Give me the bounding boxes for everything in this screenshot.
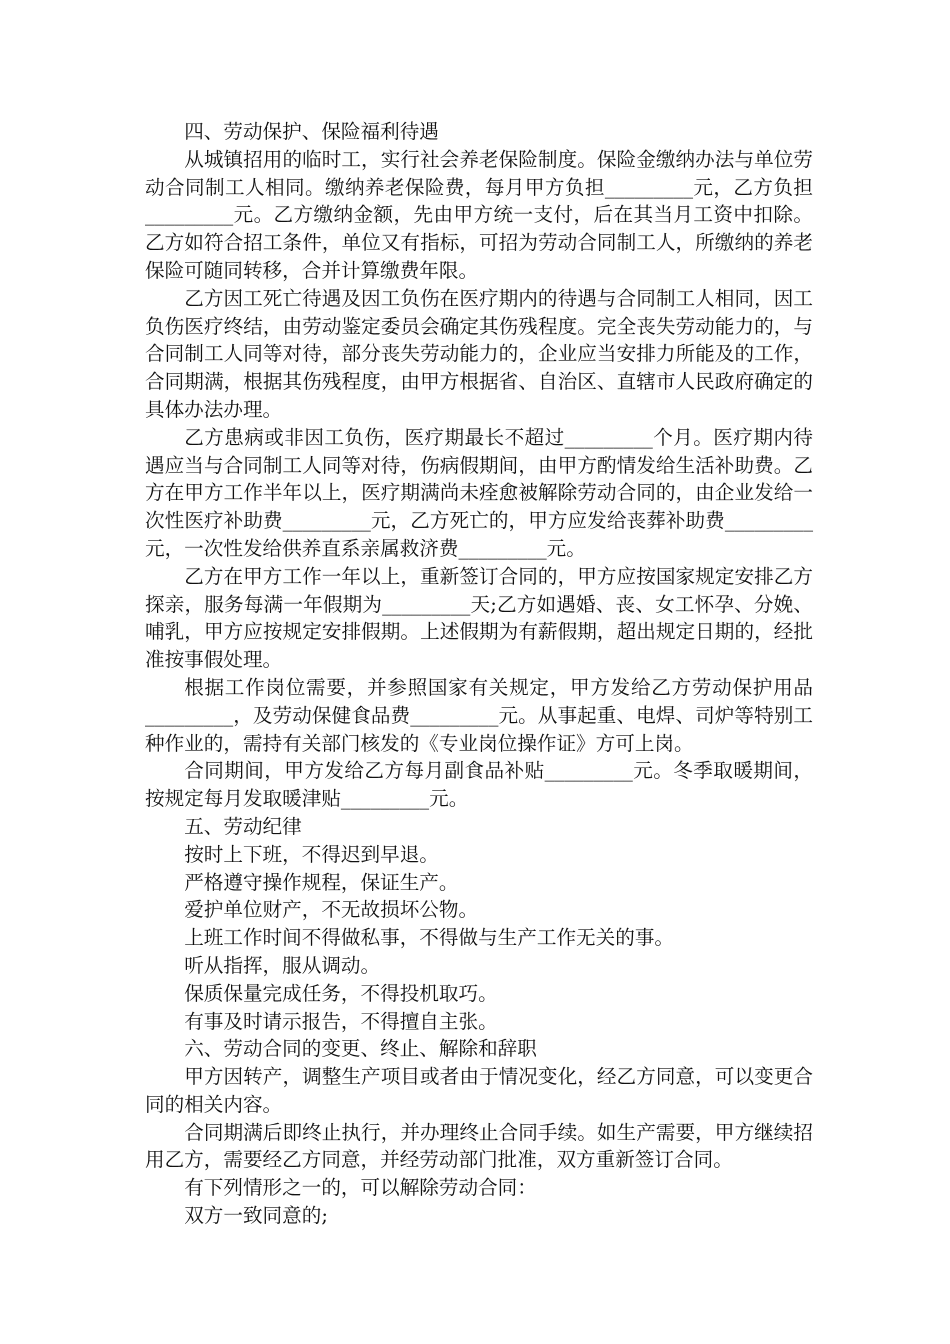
discipline-item: 按时上下班，不得迟到早退。 bbox=[184, 842, 439, 866]
discipline-item: 上班工作时间不得做私事，不得做与生产工作无关的事。 bbox=[184, 926, 675, 950]
paragraph-termination-intro: 有下列情形之一的，可以解除劳动合同： bbox=[184, 1176, 537, 1200]
paragraph-sick-leave: 乙方患病或非因工负伤，医疗期最长不超过_________个月。医疗期内待遇应当与合同制工人同等对待，伤病假期间，由甲方酌情发给生活补助费。乙方在甲方工作半年以上，医疗期满尚未痊愈被解除劳动合同的，由企业发给一次性医疗补助费_________元，乙方死亡的，甲方应发给丧葬补助费_________元，一次性发给供养直系亲属救济费_________元。 bbox=[145, 425, 813, 560]
paragraph-contract-expiry: 合同期满后即终止执行，并办理终止合同手续。如生产需要，甲方继续招用乙方，需要经乙方同意，并经劳动部门批准，双方重新签订合同。 bbox=[145, 1120, 813, 1172]
section-heading-5: 五、劳动纪律 bbox=[184, 814, 302, 838]
discipline-item: 爱护单位财产，不无故损坏公物。 bbox=[184, 898, 479, 922]
paragraph-contract-change: 甲方因转产，调整生产项目或者由于情况变化，经乙方同意，可以变更合同的相关内容。 bbox=[145, 1065, 813, 1116]
paragraph-protective-supplies: 根据工作岗位需要，并参照国家有关规定，甲方发给乙方劳动保护用品_________，及劳动保健食品费_________元。从事起重、电焊、司炉等特别工种作业的，需持有关部门核发的《专业岗位操作证》方可上岗。 bbox=[145, 675, 813, 755]
discipline-item: 保质保量完成任务，不得投机取巧。 bbox=[184, 981, 498, 1005]
paragraph-pension-insurance: 从城镇招用的临时工，实行社会养老保险制度。保险金缴纳办法与单位劳动合同制工人相同。缴纳养老保险费，每月甲方负担_________元，乙方负担_________元。乙方缴纳金额，先由甲方统一支付，后在其当月工资中扣除。乙方如符合招工条件，单位又有指标，可招为劳动合同制工人，所缴纳的养老保险可随同转移，合并计算缴费年限。 bbox=[145, 147, 813, 282]
paragraph-allowances: 合同期间，甲方发给乙方每月副食品补贴_________元。冬季取暖期间，按规定每月发取暖津贴_________元。 bbox=[145, 759, 813, 811]
section-heading-4: 四、劳动保护、保险福利待遇 bbox=[184, 120, 439, 143]
paragraph-home-leave: 乙方在甲方工作一年以上，重新签订合同的，甲方应按国家规定安排乙方探亲，服务每满一年假期为_________天;乙方如遇婚、丧、女工怀孕、分娩、哺乳，甲方应按规定安排假期。上述假期为有薪假期，超出规定日期的，经批准按事假处理。 bbox=[145, 564, 813, 672]
discipline-item: 严格遵守操作规程，保证生产。 bbox=[184, 870, 459, 894]
termination-condition-item: 双方一致同意的; bbox=[184, 1204, 328, 1228]
discipline-item: 听从指挥，服从调动。 bbox=[184, 953, 381, 977]
discipline-item: 有事及时请示报告，不得擅自主张。 bbox=[184, 1009, 498, 1033]
section-heading-6: 六、劳动合同的变更、终止、解除和辞职 bbox=[184, 1037, 537, 1061]
paragraph-work-injury: 乙方因工死亡待遇及因工负伤在医疗期内的待遇与合同制工人相同，因工负伤医疗终结，由劳动鉴定委员会确定其伤残程度。完全丧失劳动能力的，与合同制工人同等对待，部分丧失劳动能力的，企业应当安排力所能及的工作，合同期满，根据其伤残程度，由甲方根据省、自治区、直辖市人民政府确定的具体办法办理。 bbox=[145, 286, 813, 421]
document-page bbox=[145, 118, 813, 1230]
